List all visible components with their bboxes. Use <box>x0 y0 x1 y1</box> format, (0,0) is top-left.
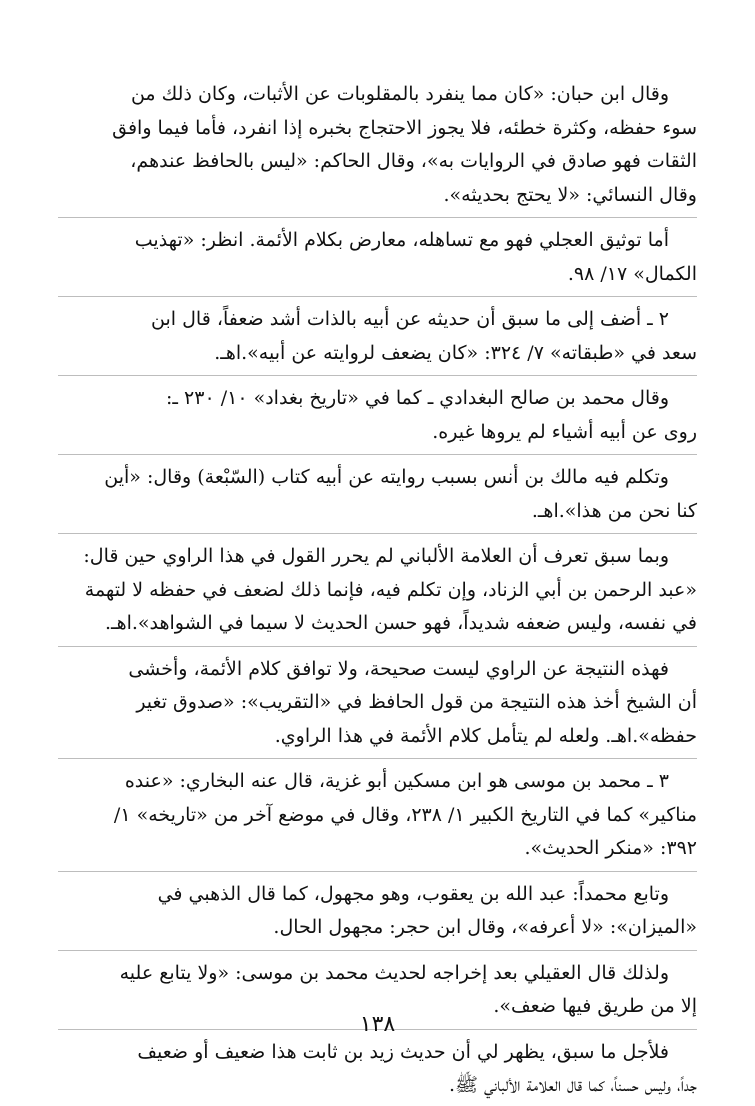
paragraph-point-3 <box>58 765 697 866</box>
paragraph-point-2 <box>58 303 697 370</box>
paragraph-ibn-hibban <box>58 78 697 212</box>
paragraph-divider <box>58 217 697 218</box>
text-line: الثقات فهو صادق في الروايات به»، وقال الحاكم: «ليس بالحافظ عندهم، <box>130 150 697 172</box>
text-line: وتابع محمداً: عبد الله بن يعقوب، وهو مجهول، كما قال الذهبي في <box>157 882 669 905</box>
text-line: روى عن أبيه أشياء لم يروها غيره. <box>432 420 697 443</box>
paragraph-divider <box>58 375 697 376</box>
text-line: إلا من طريق فيها ضعف». <box>493 995 697 1017</box>
text-line: «عبد الرحمن بن أبي الزناد، وإن تكلم فيه، فإنما ذلك لضعف في حفظه لا لتهمة <box>84 578 697 601</box>
text-line: في نفسه، وليس ضعفه شديداً، فهو حسن الحديث لا سيما في الشواهد».اهـ. <box>104 612 697 634</box>
paragraph-ijli <box>58 224 697 291</box>
text-line: فلأجل ما سبق، يظهر لي أن حديث زيد بن ثابت هذا ضعيف أو ضعيف <box>137 1040 669 1063</box>
text-line: وبما سبق تعرف أن العلامة الألباني لم يحرر القول في هذا الراوي حين قال: <box>83 545 669 567</box>
text-line: حفظه».اهـ. ولعله لم يتأمل كلام الأئمة في هذا الراوي. <box>274 724 697 747</box>
paragraph-final-verdict <box>58 1036 697 1103</box>
paragraph-abdullah-yaqub <box>58 878 697 945</box>
paragraph-divider <box>58 871 697 872</box>
text-line: وقال محمد بن صالح البغدادي ـ كما في «تاريخ بغداد» ١٠/ ٢٣٠ ـ: <box>166 387 669 409</box>
paragraph-baghdadi <box>58 382 697 449</box>
text-line: مناكير» كما في التاريخ الكبير ١/ ٢٣٨، وقال في موضع آخر من «تاريخه» ١/ <box>113 803 697 826</box>
text-line: وقال النسائي: «لا يحتج بحديثه». <box>443 183 697 206</box>
text-line: ٣٩٢: «منكر الحديث». <box>524 837 697 859</box>
paragraph-divider <box>58 296 697 297</box>
text-line: «الميزان»: «لا أعرفه»، وقال ابن حجر: مجهول الحال. <box>273 916 697 938</box>
paragraph-divider <box>58 533 697 534</box>
paragraph-divider <box>58 646 697 647</box>
paragraph-conclusion-narrator <box>58 653 697 754</box>
paragraph-divider <box>58 950 697 951</box>
paragraph-malik <box>58 461 697 528</box>
text-line: سوء حفظه، وكثرة خطئه، فلا يجوز الاحتجاج بخبره إذا انفرد، فأما فيما وافق <box>112 116 697 139</box>
text-line: سعد في «طبقاته» ٧/ ٣٢٤: «كان يضعف لروايته عن أبيه».اهـ. <box>214 341 697 364</box>
text-line: جداً، وليس حسناً، كما قال العلامة الألباني ﷺ. <box>448 1074 697 1096</box>
text-line: ٢ ـ أضف إلى ما سبق أن حديثه عن أبيه بالذات أشد ضعفاً، قال ابن <box>151 308 669 330</box>
text-line: أما توثيق العجلي فهو مع تساهله، معارض بكلام الأئمة. انظر: «تهذيب <box>134 229 669 251</box>
text-line: أن الشيخ أخذ هذه النتيجة من قول الحافظ في «التقريب»: «صدوق تغير <box>136 691 697 713</box>
text-line: ٣ ـ محمد بن موسى هو ابن مسكين أبو غزية، قال عنه البخاري: «عنده <box>124 770 669 792</box>
text-line: وتكلم فيه مالك بن أنس بسبب روايته عن أبيه كتاب (السّبْعة) وقال: «أين <box>104 466 669 488</box>
text-line: ولذلك قال العقيلي بعد إخراجه لحديث محمد بن موسى: «ولا يتابع عليه <box>119 961 669 984</box>
text-line: كنا نحن من هذا».اهـ. <box>531 499 697 522</box>
paragraph-albani-quote <box>58 540 697 641</box>
paragraph-divider <box>58 758 697 759</box>
text-line: وقال ابن حبان: «كان مما ينفرد بالمقلوبات عن الأثبات، وكان ذلك من <box>130 83 669 105</box>
paragraph-divider <box>58 454 697 455</box>
text-line: فهذه النتيجة عن الراوي ليست صحيحة، ولا توافق كلام الأئمة، وأخشى <box>128 657 669 680</box>
text-line: الكمال» ١٧/ ٩٨. <box>567 262 697 285</box>
page-number: ١٣٨ <box>359 1012 396 1037</box>
